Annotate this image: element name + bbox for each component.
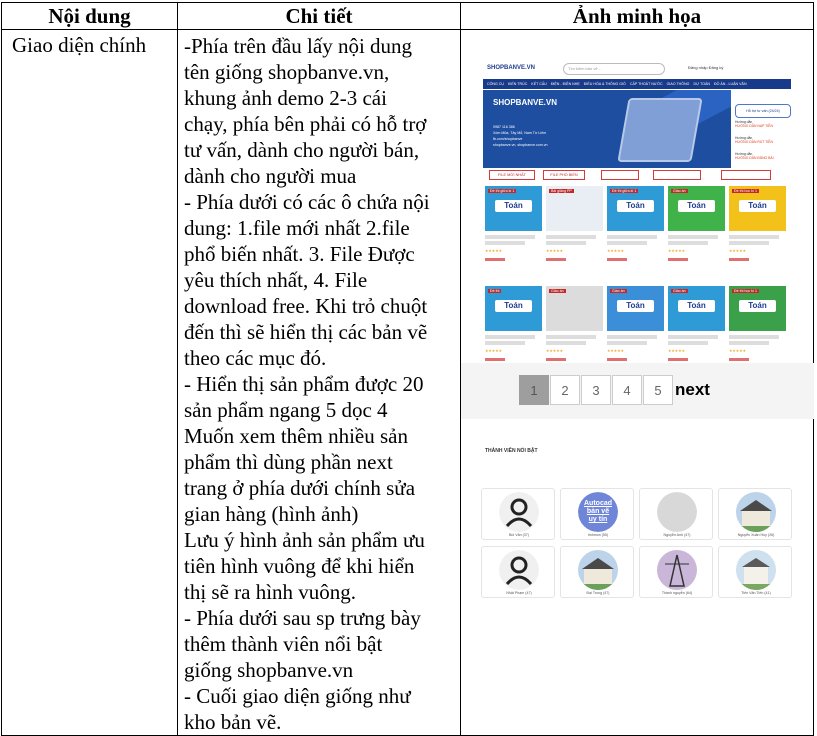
nav-item[interactable]: KIẾN TRÚC (507, 82, 528, 86)
detail-line: phẩm thì dùng phần next (184, 450, 393, 474)
header-image: Ảnh minh họa (461, 3, 814, 30)
product-card[interactable] (546, 186, 603, 282)
product-title (729, 333, 786, 345)
detail-line: giống shopbanve.vn (184, 658, 354, 682)
nav-item[interactable]: ĐIỀU HÒA & THÔNG GIÓ (583, 82, 626, 86)
product-subject: Toán (678, 200, 715, 212)
tab-favorite[interactable] (601, 170, 639, 180)
search-input[interactable]: Tìm kiếm bản vẽ... (563, 63, 665, 75)
detail-line: - Hiển thị sản phẩm được 20 (184, 372, 424, 396)
featured-members (485, 448, 795, 595)
body-row (2, 30, 814, 736)
rating-stars: ★★★★★ (668, 349, 686, 353)
member-card[interactable] (560, 488, 634, 540)
header-content: Nội dung (2, 3, 178, 30)
hero-banner[interactable] (483, 90, 731, 168)
member-avatar[interactable] (578, 492, 618, 532)
detail-line: - Phía dưới sau sp trưng bày (184, 606, 421, 630)
product-badge: Giáo án (673, 189, 686, 193)
detail-line: thêm thành viên nổi bật (184, 632, 383, 656)
member-card[interactable] (639, 546, 713, 598)
member-avatar[interactable] (657, 492, 697, 532)
rating-stars: ★★★★★ (729, 349, 747, 353)
illustration-cell (461, 30, 814, 736)
detail-line: tên giống shopbanve.vn, (184, 60, 390, 84)
member-avatar[interactable] (736, 550, 776, 590)
product-thumbnail[interactable] (729, 286, 786, 331)
member-card[interactable] (718, 546, 792, 598)
guide-withdraw[interactable]: Hướng dẫn HƯỚNG DẪN RÚT TIỀN (735, 136, 773, 144)
product-card[interactable] (729, 186, 786, 282)
member-avatar[interactable] (578, 550, 618, 590)
rating-stars: ★★★★★ (546, 349, 564, 353)
detail-line: khung ảnh demo 2-3 cái (184, 86, 387, 110)
rating-stars: ★★★★★ (729, 249, 747, 253)
product-subject: Toán (617, 300, 654, 312)
member-avatar[interactable] (499, 550, 539, 590)
member-name: Nguyễn Xuân Huy (26) (737, 533, 775, 537)
content-cell: Giao diện chính (2, 30, 178, 736)
product-title (607, 233, 664, 245)
product-badge: Giáo án (551, 289, 564, 293)
nav-item[interactable]: GIAO THÔNG (666, 82, 690, 86)
banner-contact: 0987 116 386 Xóm Mũa, Tây Mỗ, Nam Từ Liêm fb.com/shopbanve shopbanve.vn, shopbanve.com.vn (493, 125, 548, 147)
member-card[interactable] (481, 546, 555, 598)
autocad-avatar-text: Autocad bản vẽ uy tín (584, 500, 612, 523)
detail-line: phổ biến nhất. 3. File Được (184, 242, 415, 266)
detail-line: gian hàng (hình ảnh) (184, 502, 359, 526)
product-price (546, 258, 566, 261)
detail-line: yêu thích nhất, 4. File (184, 268, 368, 292)
product-price (729, 358, 749, 361)
detail-line: theo các mục đó. (184, 346, 327, 370)
product-subject: Toán (495, 200, 532, 212)
product-thumbnail[interactable] (607, 186, 664, 231)
nav-item[interactable]: DỰ TOÁN (693, 82, 710, 86)
nav-item[interactable]: ĐỒ ÁN - LUẬN VĂN (713, 82, 747, 86)
product-badge: Giáo án (673, 289, 686, 293)
detail-line: download free. Khi trỏ chuột (184, 294, 428, 318)
member-card[interactable] (481, 488, 555, 540)
detail-line: sản phẩm ngang 5 dọc 4 (184, 398, 388, 422)
nav-item[interactable]: CÔNG CỤ (487, 82, 504, 86)
member-name: Thành nguyễn (64) (661, 591, 693, 595)
rating-stars: ★★★★★ (485, 249, 503, 253)
pagination (461, 363, 814, 419)
support-panel (733, 90, 791, 168)
product-thumbnail[interactable] (485, 186, 542, 231)
page-2[interactable]: 2 (550, 375, 580, 405)
member-name: Tiến Văn Tiến (41) (741, 591, 771, 595)
detail-line: thị sẽ ra hình vuông. (184, 580, 357, 604)
detail-line: - Phía dưới có các ô chứa nội (184, 190, 430, 214)
product-title (485, 333, 542, 345)
member-name: Bùi Văn (37) (509, 533, 529, 537)
rating-stars: ★★★★★ (607, 349, 625, 353)
product-card[interactable] (485, 186, 542, 282)
product-subject: Toán (739, 200, 776, 212)
member-avatar[interactable] (736, 492, 776, 532)
detail-line: Lưu ý hình ảnh sản phẩm ưu (184, 528, 425, 552)
product-title (729, 233, 786, 245)
blueprint-graphic (617, 98, 702, 162)
detail-line: đến thì sẽ hiển thị các bản vẽ (184, 320, 428, 344)
header-row (2, 3, 814, 30)
product-thumbnail[interactable] (729, 186, 786, 231)
product-card[interactable] (607, 186, 664, 282)
detail-line: kho bản vẽ. (184, 710, 282, 734)
product-thumbnail[interactable] (546, 186, 603, 231)
product-badge: Đề thi giữa kì 1 (612, 189, 637, 193)
product-title (607, 333, 664, 345)
detail-cell (178, 30, 461, 736)
product-card[interactable] (668, 186, 725, 282)
tab-newest[interactable]: FILE MỚI NHẤT (489, 170, 535, 180)
product-price (729, 258, 749, 261)
member-card[interactable] (718, 488, 792, 540)
product-price (546, 358, 566, 361)
product-thumbnail[interactable] (668, 286, 725, 331)
member-avatar[interactable] (657, 550, 697, 590)
detail-line: Muốn xem thêm nhiều sản (184, 424, 408, 448)
page-3[interactable]: 3 (581, 375, 611, 405)
product-subject: Toán (739, 300, 776, 312)
product-grid (485, 186, 789, 392)
product-badge: Đề thi học kì 1 (734, 189, 757, 193)
site-logo[interactable]: SHOPBANVE.VN (487, 65, 536, 71)
guide-post[interactable]: Hướng dẫn HƯỚNG DẪN ĐĂNG BÀI (735, 152, 774, 160)
product-thumbnail[interactable] (668, 186, 725, 231)
banner-logo: SHOPBANVE.VN (493, 98, 558, 107)
website-screenshot (483, 60, 791, 392)
hotline-badge[interactable]: Hỗ trợ tư vấn (24/24) (735, 104, 791, 118)
product-price (485, 258, 505, 261)
tab-free[interactable] (653, 170, 701, 180)
product-badge: Bài giảng PP (551, 189, 572, 193)
next-page-button[interactable]: next (675, 380, 710, 399)
detail-line: dành cho người mua (184, 164, 357, 188)
header-detail: Chi tiết (178, 3, 461, 30)
product-title (668, 333, 725, 345)
product-subject: Toán (678, 300, 715, 312)
product-title (485, 233, 542, 245)
tab-popular[interactable]: FILE PHỔ BIẾN (543, 170, 585, 180)
member-name: tinhmon (55) (587, 533, 609, 537)
product-price (607, 358, 627, 361)
product-subject: Toán (495, 300, 532, 312)
product-price (485, 358, 505, 361)
nav-item[interactable]: ĐIỆN - ĐIỆN NHẸ (550, 82, 580, 86)
detail-line: tư vấn, dành cho người bán, (184, 138, 420, 162)
product-thumbnail[interactable] (607, 286, 664, 331)
page-4[interactable]: 4 (612, 375, 642, 405)
member-avatar[interactable] (499, 492, 539, 532)
product-title (546, 233, 603, 245)
product-badge: Đề thi học kì 1 (734, 289, 757, 293)
rating-stars: ★★★★★ (607, 249, 625, 253)
product-price (607, 258, 627, 261)
product-subject: Toán (617, 200, 654, 212)
member-card[interactable] (560, 546, 634, 598)
detail-line: tiên hình vuông để khi hiển (184, 554, 415, 578)
page-1[interactable]: 1 (519, 375, 549, 405)
product-thumbnail[interactable] (546, 286, 603, 331)
rating-stars: ★★★★★ (485, 349, 503, 353)
login-links[interactable]: Đăng nhập Đăng ký (688, 65, 724, 70)
nav-item[interactable]: CẤP THOÁT NƯỚC (629, 82, 663, 86)
detail-line: chạy, phía bên phải có hỗ trợ (184, 112, 427, 136)
member-card[interactable] (639, 488, 713, 540)
nav-item[interactable]: KẾT CẤU (531, 82, 547, 86)
member-name: Đại Trung (47) (586, 591, 610, 595)
member-name: Nguyễn Anh (47) (663, 533, 691, 537)
detail-line: dung: 1.file mới nhất 2.file (184, 216, 410, 240)
product-badge: Đề thi (490, 289, 500, 293)
member-name: Nhật Phạm (47) (506, 591, 532, 595)
product-thumbnail[interactable] (485, 286, 542, 331)
product-title (668, 233, 725, 245)
site-topbar (483, 60, 791, 78)
rating-stars: ★★★★★ (668, 249, 686, 253)
guide-topup[interactable]: Hướng dẫn HƯỚNG DẪN NẠP TIỀN (735, 120, 773, 128)
detail-line: - Cuối giao diện giống như (184, 684, 411, 708)
page-5[interactable]: 5 (643, 375, 673, 405)
spec-table (1, 2, 814, 736)
members-title: THÀNH VIÊN NỔI BẬT (485, 448, 538, 454)
rating-stars: ★★★★★ (546, 249, 564, 253)
product-price (668, 358, 688, 361)
detail-line: trang ở phía dưới chính sửa (184, 476, 416, 500)
product-badge: Đề thi giữa kì 1 (490, 189, 515, 193)
tab-extra[interactable] (721, 170, 771, 180)
product-badge: Giáo án (612, 289, 625, 293)
detail-line: -Phía trên đầu lấy nội dung (184, 34, 413, 58)
file-tabs (483, 168, 791, 180)
product-title (546, 333, 603, 345)
site-nav (483, 79, 791, 89)
product-price (668, 258, 688, 261)
